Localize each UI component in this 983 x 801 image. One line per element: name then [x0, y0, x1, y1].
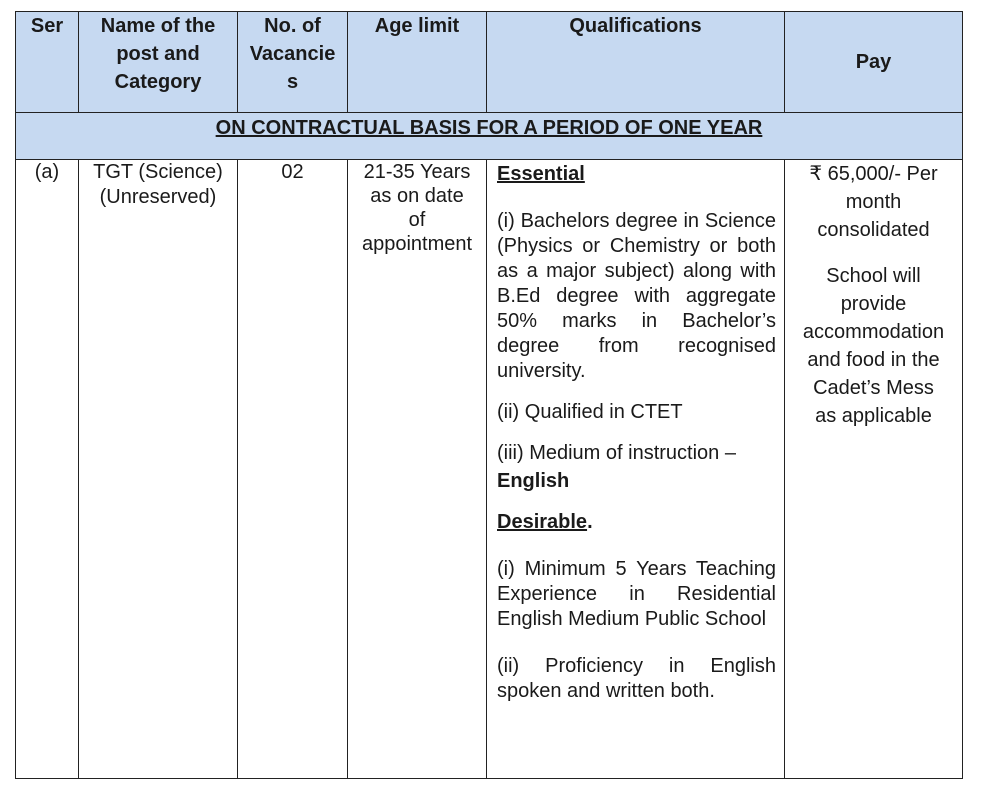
header-post: Name of the post and Category [79, 12, 238, 113]
cell-ser: (a) [16, 160, 79, 779]
cell-qualifications [487, 160, 785, 779]
header-vacancies: No. of Vacancie s [238, 12, 348, 113]
cell-vacancies: 02 [238, 160, 348, 779]
header-age: Age limit [348, 12, 487, 113]
header-ser: Ser [16, 12, 79, 113]
table-row [16, 160, 963, 779]
essential-item-3: (iii) Medium of instruction – [497, 442, 736, 464]
cell-age: 21-35 Years as on date of appointment [348, 160, 487, 779]
header-row [16, 12, 963, 113]
desirable-item-1: (i) Minimum 5 Years Teaching Experience in Residential English Medium Public School [497, 558, 776, 630]
vacancy-table [15, 11, 963, 779]
essential-item-2: (ii) Qualified in CTET [497, 401, 683, 423]
essential-heading: Essential [497, 163, 585, 185]
header-qualifications: Qualifications [487, 12, 785, 113]
desirable-heading-line: Desirable. [497, 511, 593, 533]
essential-item-1: (i) Bachelors degree in Science (Physics or Chemistry or both as a major subject) along with B.Ed degree with aggregate 50% marks in Bachelor’s degree from recognised university. [497, 210, 776, 382]
banner-row [16, 113, 963, 160]
header-pay: Pay [785, 12, 963, 113]
pay-amount: ₹ 65,000/- Per month consolidated [809, 163, 938, 241]
contract-banner: ON CONTRACTUAL BASIS FOR A PERIOD OF ONE YEAR [16, 113, 963, 160]
cell-pay [785, 160, 963, 779]
desirable-item-2: (ii) Proficiency in English spoken and written both. [497, 655, 776, 702]
cell-post: TGT (Science) (Unreserved) [79, 160, 238, 779]
pay-note: School will provide accommodation and food in the Cadet’s Mess as applicable [802, 265, 945, 427]
medium-value: English [497, 470, 570, 492]
